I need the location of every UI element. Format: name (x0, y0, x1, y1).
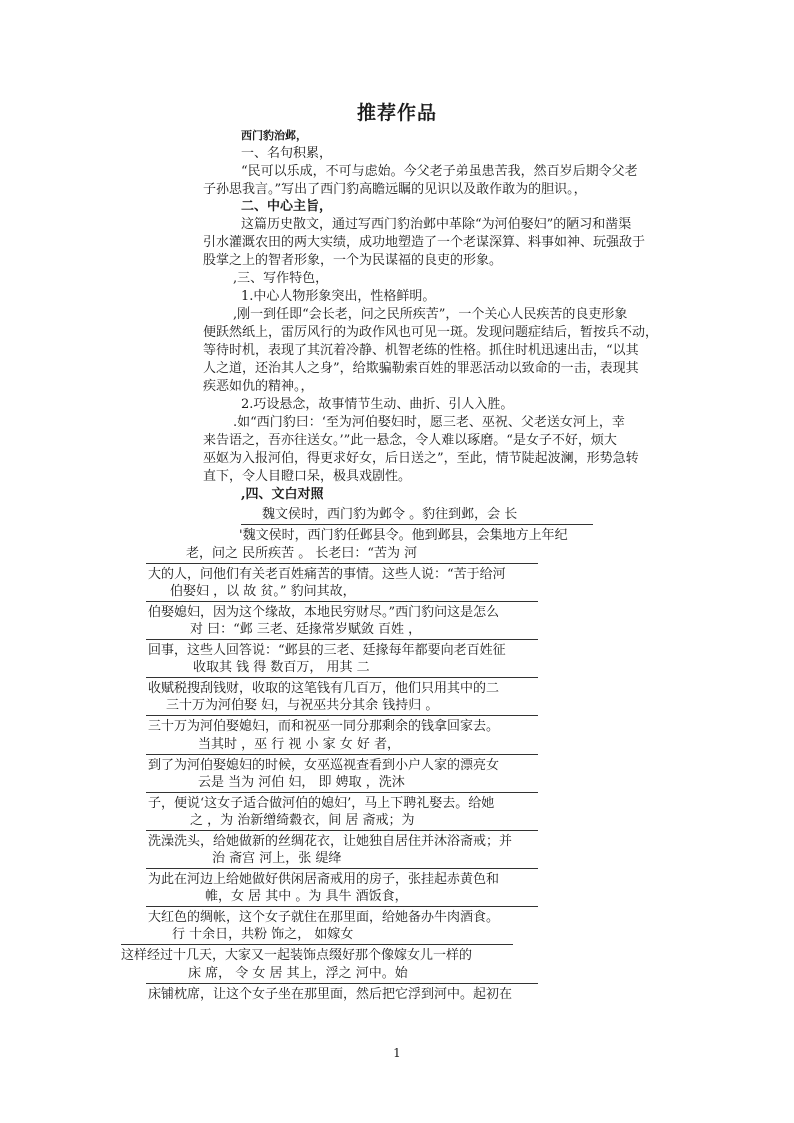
paragraph-line: 子孙思我言。”写出了西门豹高瞻远瞩的见识以及敢作敢为的胆识。， (203, 182, 587, 197)
paragraph-line: 股掌之上的智者形象，一个为民谋福的良吏的形象。 (203, 253, 503, 268)
underline (241, 524, 593, 525)
classical-line: 行 十余日，共粉 饰之， 如嫁女 (172, 927, 354, 942)
underline (146, 983, 538, 984)
translation-line: 子，便说‘这女子适合做河伯的媳妇’，马上下聘礼娶去。给她 (148, 796, 495, 811)
paragraph-line: 引水灌溉农田的两大实绩，成功地塑造了一个老谋深算、料事如神、玩强敌于 (203, 235, 646, 250)
paragraph-line: 便跃然纸上，雷厉风行的为政作风也可见一斑。发现问题症结后，暂按兵不动， (203, 325, 659, 340)
classical-line: 三十万为河伯娶 妇，与祝巫共分其余 钱持归 。 (166, 698, 439, 713)
underline (146, 830, 538, 831)
translation-line: 收赋税搜刮钱财，收取的这笔钱有几百万，他们只用其中的二 (148, 681, 500, 696)
classical-line: 魏文侯时，西门豹为邺令 。豹往到邺，会 长 (262, 507, 518, 522)
underline (146, 906, 538, 907)
paragraph-line: ,刚一到任即“会长老，问之民所疾苦”，一个关心人民疾苦的良吏形象 (233, 307, 628, 322)
paragraph-line: 直下，令人目瞪口呆，极具戏剧性。 (203, 469, 412, 484)
section-heading-3: ,三、写作特色， (233, 271, 329, 286)
classical-line: 收取其 钱 得 数百万， 用其 二 (193, 660, 370, 675)
translation-line: 大的人，问他们有关老百姓痛苦的事情。这些人说：“苦于给河 (148, 567, 506, 582)
paragraph-line: 来告语之，吾亦往送女。’”此一悬念，令人难以琢磨。“是女子不好，烦大 (203, 433, 617, 448)
classical-line: 当其时 ，巫 行 视 小 家 女 好 者， (198, 737, 401, 752)
translation-line: 三十万为河伯娶媳妇，而和祝巫一同分那剩余的钱拿回家去。 (148, 719, 500, 734)
underline (121, 944, 513, 945)
underline (146, 639, 538, 640)
page-title: 推荐作品 (356, 102, 437, 124)
translation-line: 为此在河边上给她做好供闲居斋戒用的房子，张挂起赤黄色和 (148, 872, 500, 887)
classical-line: 对 曰：“邺 三老、廷掾常岁赋敛 百姓 ， (190, 622, 422, 637)
translation-line: 洗澡洗头，给她做新的丝绸花衣，让她独自居住并沐浴斋戒；并 (148, 834, 513, 849)
underline (146, 601, 538, 602)
classical-line: 帷，女 居 其中 。为 具牛 酒饭食， (205, 889, 408, 904)
section-heading-1: 一、名句积累， (241, 146, 333, 161)
translation-line: 大红色的绸帐，这个女子就住在那里面，给她备办牛肉酒食。 (148, 910, 500, 925)
translation-line: 到了为河伯娶媳妇的时候，女巫巡视查看到小户人家的漂亮女 (148, 758, 500, 773)
underline (146, 868, 538, 869)
classical-line: 老，问之 民所疾苦 。 长老曰：“苦为 河 (186, 546, 418, 561)
underline (146, 715, 538, 716)
underline (146, 563, 538, 564)
paragraph-line: 巫妪为入报河伯，得更求好女，后日送之”，至此，情节陡起波澜，形势急转 (203, 451, 639, 466)
subtitle: 西门豹治邺， (241, 129, 307, 142)
paragraph-line: 这篇历史散文，通过写西门豹治邺中革除“为河伯娶妇”的陋习和凿渠 (241, 217, 632, 232)
translation-line: 回事，这些人回答说：“邺县的三老、廷掾每年都要向老百姓征 (148, 643, 506, 658)
section-heading-4: ,四、文白对照 (241, 487, 324, 502)
classical-line: 伯娶妇 ，以 故 贫。” 豹问其故， (170, 584, 356, 599)
classical-line: 之 ，为 治新缯绮縠衣，间 居 斋戒；为 (190, 813, 415, 828)
underline (146, 754, 538, 755)
underline (146, 792, 538, 793)
paragraph-line: 2.巧设悬念，故事情节生动、曲折、引人入胜。 (241, 397, 514, 412)
classical-line: 治 斋宫 河上，张 缇绛 (212, 851, 342, 866)
page-number: 1 (393, 1046, 401, 1060)
paragraph-line: 疾恶如仇的精神。， (203, 379, 314, 394)
paragraph-line: 1.中心人物形象突出，性格鲜明。 (241, 289, 436, 304)
classical-line: 床 席， 令 女 居 其上，浮之 河中。始 (188, 966, 408, 981)
paragraph-line: .如“西门豹曰：‘至为河伯娶妇时，愿三老、巫祝、父老送女河上，幸 (233, 415, 625, 430)
translation-line: 伯娶媳妇，因为这个缘故，本地民穷财尽。”西门豹问这是怎么 (148, 605, 500, 620)
translation-line: 床铺枕席，让这个女子坐在那里面，然后把它浮到河中。起初在 (148, 987, 513, 1002)
translation-line: 这样经过十几天，大家又一起装饰点缀好那个像嫁女儿一样的 (121, 948, 473, 963)
paragraph-line: 人之道，还治其人之身”，给欺骗勒索百姓的罪恶活动以致命的一击，表现其 (203, 361, 639, 376)
section-heading-2: 二、中心主旨， (241, 199, 333, 214)
classical-line: 云是 当为 河伯 妇， 即 娉取 ，洗沐 (198, 775, 405, 790)
paragraph-line: 等待时机，表现了其沉着冷静、机智老练的性格。抓住时机迅速出击，“以其 (203, 343, 639, 358)
underline (146, 677, 538, 678)
translation-line: '魏文侯时，西门豹任邺县令。他到邺县，会集地方上年纪 (239, 528, 568, 543)
paragraph-line: “民可以乐成，不可与虑始。今父老子弟虽患苦我，然百岁后期令父老 (241, 164, 638, 179)
